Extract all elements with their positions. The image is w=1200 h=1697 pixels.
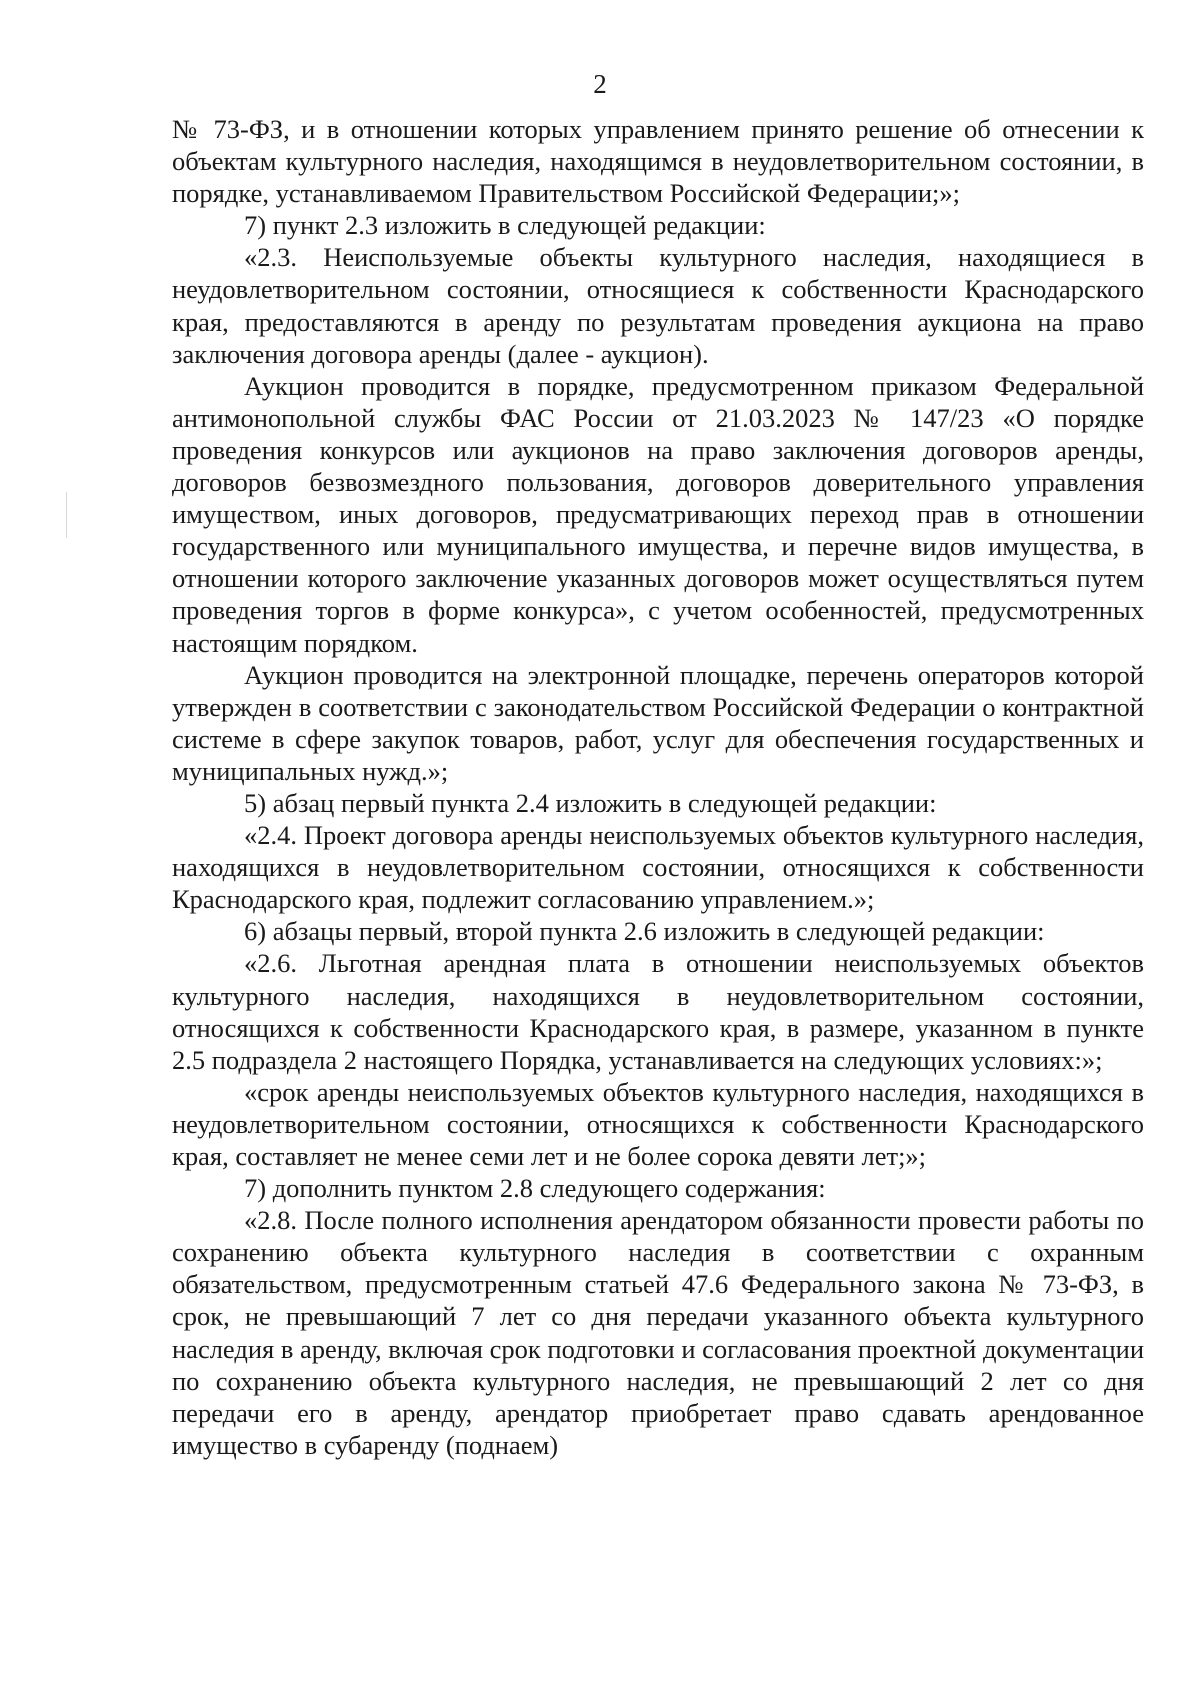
paragraph-auction-platform: Аукцион проводится на электронной площадке, перечень операторов которой утвержден в соответствии с законодательством Российской Федерации о контрактной системе в сфере закупок товаров, работ, услуг для обеспечения государственных и муниципальных нужд.»; (172, 659, 1144, 786)
paragraph-clause-2-8: «2.8. После полного исполнения арендатором обязанности провести работы по сохранению объекта культурного наследия в соответствии с охранным обязательством, предусмотренным статьей 47.6 Федерального закона № 73-ФЗ, в срок, не превышающий 7 лет со дня передачи указанного объекта культурного наследия в аренду, включая срок подготовки и согласования проектной документации по сохранению объекта культурного наследия, не превышающий 2 лет со дня передачи его в аренду, арендатор приобретает право сдавать арендованное имущество в субаренду (поднаем) (172, 1205, 1144, 1460)
paragraph-amendment-item-6: 6) абзацы первый, второй пункта 2.6 изложить в следующей редакции: (244, 916, 1045, 947)
paragraph-continuation: № 73-ФЗ, и в отношении которых управлением принято решение об отнесении к объектам культурного наследия, находящимся в неудовлетворительном состоянии, в порядке, устанавливаемом Правительством Российской Федерации;»; (172, 114, 1144, 209)
page-number: 2 (593, 69, 607, 99)
paragraph-clause-2-6: «2.6. Льготная арендная плата в отношении неиспользуемых объектов культурного наследия, находящихся в неудовлетворительном состоянии, относящихся к собственности Краснодарского края, в размере, указанном в пункте 2.5 подраздела 2 настоящего Порядка, устанавливается на следующих условиях:»; (172, 948, 1144, 1075)
paragraph-amendment-item-7b: 7) дополнить пунктом 2.8 следующего содержания: (244, 1173, 826, 1204)
paragraph-amendment-item-5: 5) абзац первый пункта 2.4 изложить в следующей редакции: (244, 787, 937, 818)
paragraph-clause-2-3: «2.3. Неиспользуемые объекты культурного наследия, находящиеся в неудовлетворительном состоянии, относящиеся к собственности Краснодарского края, предоставляются в аренду по результатам проведения аукциона на право заключения договора аренды (далее - аукцион). (172, 242, 1144, 369)
scan-margin-mark (66, 492, 67, 538)
document-body (172, 113, 1144, 1461)
paragraph-auction-procedure: Аукцион проводится в порядке, предусмотренном приказом Федеральной антимонопольной службы ФАС России от 21.03.2023 № 147/23 «О порядке проведения конкурсов или аукционов на право заключения договоров аренды, договоров безвозмездного пользования, договоров доверительного управления имуществом, иных договоров, предусматривающих переход прав в отношении государственного или муниципального имущества, и перечне видов имущества, в отношении которого заключение указанных договоров может осуществляться путем проведения торгов в форме конкурса», с учетом особенностей, предусмотренных настоящим порядком. (172, 370, 1144, 658)
paragraph-lease-term: «срок аренды неиспользуемых объектов культурного наследия, находящихся в неудовлетворительном состоянии, относящихся к собственности Краснодарского края, составляет не менее семи лет и не более сорока девяти лет;»; (172, 1076, 1144, 1171)
paragraph-clause-2-4: «2.4. Проект договора аренды неиспользуемых объектов культурного наследия, находящихся в неудовлетворительном состоянии, относящихся к собственности Краснодарского края, подлежит согласованию управлением.»; (172, 820, 1144, 915)
paragraph-amendment-item-7: 7) пункт 2.3 изложить в следующей редакции: (244, 210, 766, 241)
